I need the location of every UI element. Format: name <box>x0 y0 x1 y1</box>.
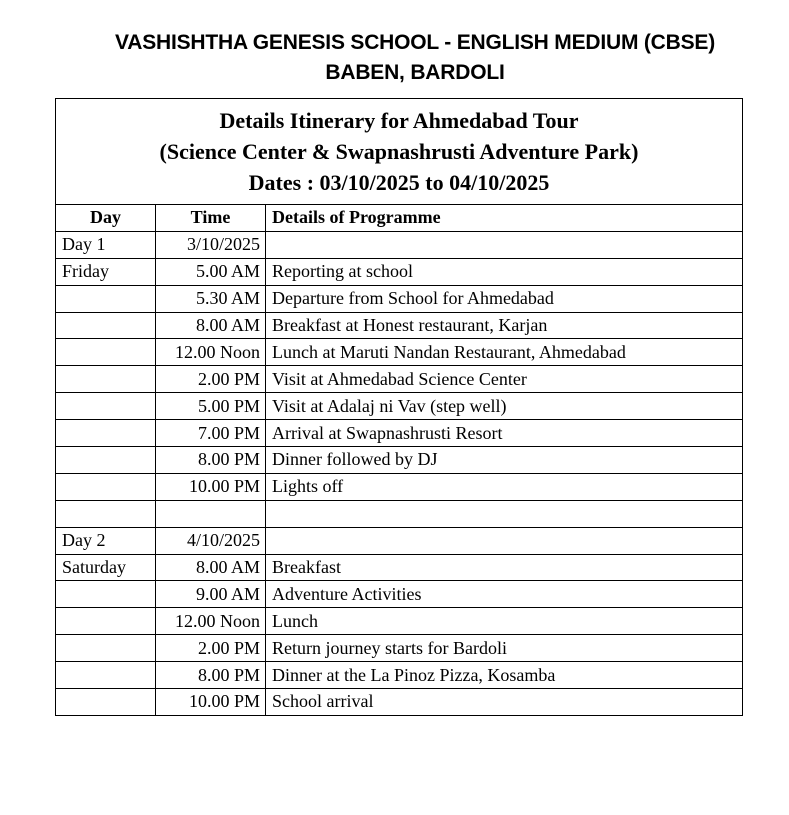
table-row <box>56 473 743 500</box>
itinerary-table <box>55 98 743 716</box>
cell-details: Breakfast at Honest restaurant, Karjan <box>266 312 743 339</box>
cell-day <box>56 635 156 662</box>
table-row <box>56 527 743 554</box>
cell-day <box>56 366 156 393</box>
cell-details: Dinner followed by DJ <box>266 447 743 474</box>
cell-time: 8.00 AM <box>156 554 266 581</box>
cell-day <box>56 608 156 635</box>
table-row <box>56 420 743 447</box>
cell-day <box>56 285 156 312</box>
cell-day: Saturday <box>56 554 156 581</box>
itinerary-title <box>56 99 743 205</box>
cell-day: Friday <box>56 258 156 285</box>
table-row <box>56 689 743 716</box>
itinerary-rows <box>56 231 743 715</box>
cell-details: Lunch <box>266 608 743 635</box>
cell-details: School arrival <box>266 689 743 716</box>
cell-day: Day 1 <box>56 231 156 258</box>
column-header-day: Day <box>56 205 156 232</box>
table-row <box>56 447 743 474</box>
table-row <box>56 312 743 339</box>
cell-details <box>266 527 743 554</box>
cell-details: Departure from School for Ahmedabad <box>266 285 743 312</box>
column-header-row <box>56 205 743 232</box>
table-row <box>56 258 743 285</box>
table-row <box>56 581 743 608</box>
table-row <box>56 608 743 635</box>
cell-details: Arrival at Swapnashrusti Resort <box>266 420 743 447</box>
table-row <box>56 339 743 366</box>
itinerary-title-line2: (Science Center & Swapnashrusti Adventure Park) <box>159 139 639 164</box>
cell-time: 8.00 PM <box>156 447 266 474</box>
table-row <box>56 500 743 527</box>
itinerary-title-line1: Details Itinerary for Ahmedabad Tour <box>219 108 579 133</box>
cell-time: 4/10/2025 <box>156 527 266 554</box>
cell-day <box>56 312 156 339</box>
cell-time: 7.00 PM <box>156 420 266 447</box>
cell-details: Visit at Ahmedabad Science Center <box>266 366 743 393</box>
cell-time: 8.00 PM <box>156 662 266 689</box>
cell-time: 5.30 AM <box>156 285 266 312</box>
cell-time: 5.00 AM <box>156 258 266 285</box>
school-location: BABEN, BARDOLI <box>325 61 505 84</box>
cell-time: 8.00 AM <box>156 312 266 339</box>
table-row <box>56 366 743 393</box>
table-row <box>56 231 743 258</box>
cell-time <box>156 500 266 527</box>
cell-details <box>266 231 743 258</box>
cell-day <box>56 689 156 716</box>
cell-time: 2.00 PM <box>156 635 266 662</box>
table-row <box>56 662 743 689</box>
cell-details: Lights off <box>266 473 743 500</box>
cell-time: 10.00 PM <box>156 689 266 716</box>
cell-day <box>56 473 156 500</box>
cell-day <box>56 393 156 420</box>
cell-details: Lunch at Maruti Nandan Restaurant, Ahmedabad <box>266 339 743 366</box>
cell-details: Breakfast <box>266 554 743 581</box>
table-row <box>56 554 743 581</box>
cell-time: 3/10/2025 <box>156 231 266 258</box>
itinerary-title-row <box>56 99 743 205</box>
cell-details: Reporting at school <box>266 258 743 285</box>
cell-time: 12.00 Noon <box>156 608 266 635</box>
cell-time: 5.00 PM <box>156 393 266 420</box>
column-header-time: Time <box>156 205 266 232</box>
itinerary-dates: Dates : 03/10/2025 to 04/10/2025 <box>248 170 550 195</box>
cell-day <box>56 662 156 689</box>
cell-details: Visit at Adalaj ni Vav (step well) <box>266 393 743 420</box>
school-header <box>0 28 789 88</box>
cell-day <box>56 581 156 608</box>
cell-day <box>56 420 156 447</box>
column-header-details: Details of Programme <box>266 205 743 232</box>
cell-details <box>266 500 743 527</box>
school-name: VASHISHTHA GENESIS SCHOOL - ENGLISH MEDIUM (CBSE) <box>114 31 716 54</box>
cell-details: Adventure Activities <box>266 581 743 608</box>
table-row <box>56 393 743 420</box>
table-row <box>56 285 743 312</box>
table-row <box>56 635 743 662</box>
cell-time: 12.00 Noon <box>156 339 266 366</box>
cell-day: Day 2 <box>56 527 156 554</box>
cell-details: Dinner at the La Pinoz Pizza, Kosamba <box>266 662 743 689</box>
cell-day <box>56 447 156 474</box>
cell-time: 9.00 AM <box>156 581 266 608</box>
cell-day <box>56 500 156 527</box>
cell-details: Return journey starts for Bardoli <box>266 635 743 662</box>
cell-time: 2.00 PM <box>156 366 266 393</box>
cell-time: 10.00 PM <box>156 473 266 500</box>
cell-day <box>56 339 156 366</box>
